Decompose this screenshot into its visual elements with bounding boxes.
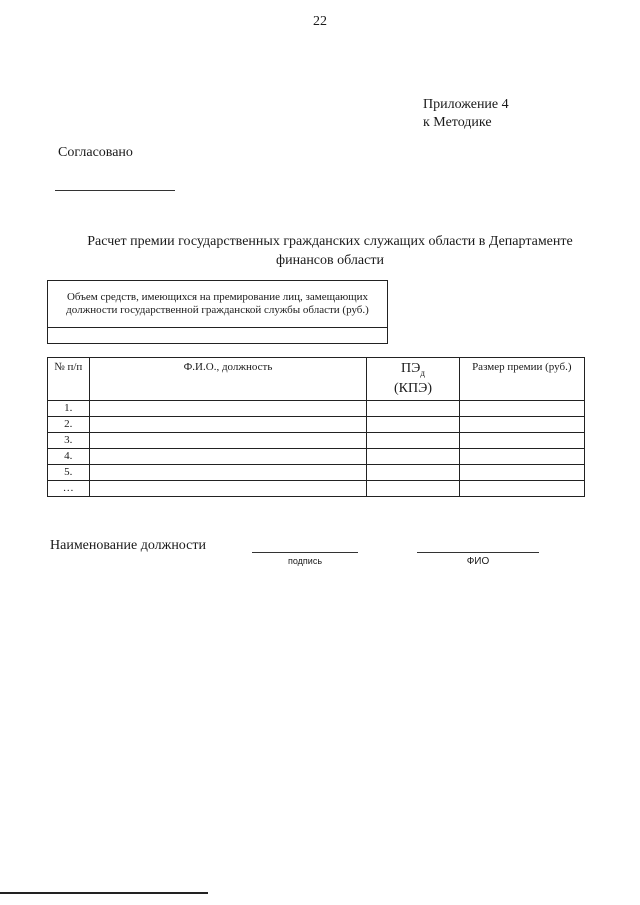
- header-num: № п/п: [48, 358, 90, 401]
- row-num: 3.: [48, 432, 90, 448]
- row-bonus: [459, 432, 584, 448]
- row-name: [89, 400, 367, 416]
- fio-caption: ФИО: [466, 556, 490, 567]
- row-num: 5.: [48, 464, 90, 480]
- header-bonus: Размер премии (руб.): [459, 358, 584, 401]
- bottom-rule: [0, 892, 208, 894]
- signature-caption: подпись: [287, 556, 323, 566]
- header-name: Ф.И.О., должность: [89, 358, 367, 401]
- row-num: 1.: [48, 400, 90, 416]
- row-name: [89, 416, 367, 432]
- title-line-1: Расчет премии государственных гражданских служащих области в Департаменте: [87, 234, 573, 249]
- row-name: [89, 464, 367, 480]
- table-row: [48, 432, 585, 448]
- row-bonus: [459, 480, 584, 496]
- row-ped: [367, 464, 459, 480]
- row-num: 4.: [48, 448, 90, 464]
- row-ped: [367, 432, 459, 448]
- table-row: [48, 464, 585, 480]
- row-ped: [367, 400, 459, 416]
- fio-line: [417, 552, 539, 553]
- bonus-table: [47, 357, 585, 497]
- row-name: [89, 448, 367, 464]
- header-ped-alt: (КПЭ): [393, 380, 432, 396]
- table-row: [48, 416, 585, 432]
- appendix-line-2: к Методике: [423, 115, 492, 130]
- funds-table: [47, 280, 388, 344]
- row-ped: [367, 480, 459, 496]
- row-bonus: [459, 400, 584, 416]
- position-label: Наименование должности: [50, 538, 206, 553]
- signature-line: [252, 552, 358, 553]
- funds-table-value: [48, 328, 388, 344]
- bonus-table-header-row: [48, 358, 585, 401]
- table-row: [48, 400, 585, 416]
- table-row: [48, 480, 585, 496]
- page-number: 22: [313, 14, 327, 29]
- title-line-2: финансов области: [276, 253, 384, 268]
- appendix-heading: [423, 96, 509, 132]
- header-ped: [367, 358, 459, 401]
- row-bonus: [459, 464, 584, 480]
- row-num: 2.: [48, 416, 90, 432]
- funds-table-header: Объем средств, имеющихся на премирование лиц, замещающих должности государственной гражданской службы области (руб.): [48, 281, 388, 328]
- appendix-line-1: Приложение 4: [423, 97, 509, 112]
- table-row: [48, 448, 585, 464]
- approval-label: Согласовано: [58, 145, 133, 160]
- header-ped-sub: д: [420, 367, 425, 378]
- row-bonus: [459, 416, 584, 432]
- row-ped: [367, 416, 459, 432]
- row-bonus: [459, 448, 584, 464]
- header-ped-main: ПЭ: [401, 361, 421, 376]
- row-name: [89, 480, 367, 496]
- row-num: …: [48, 480, 90, 496]
- row-ped: [367, 448, 459, 464]
- document-title: [40, 232, 620, 270]
- row-name: [89, 432, 367, 448]
- approval-signature-line: [55, 190, 175, 191]
